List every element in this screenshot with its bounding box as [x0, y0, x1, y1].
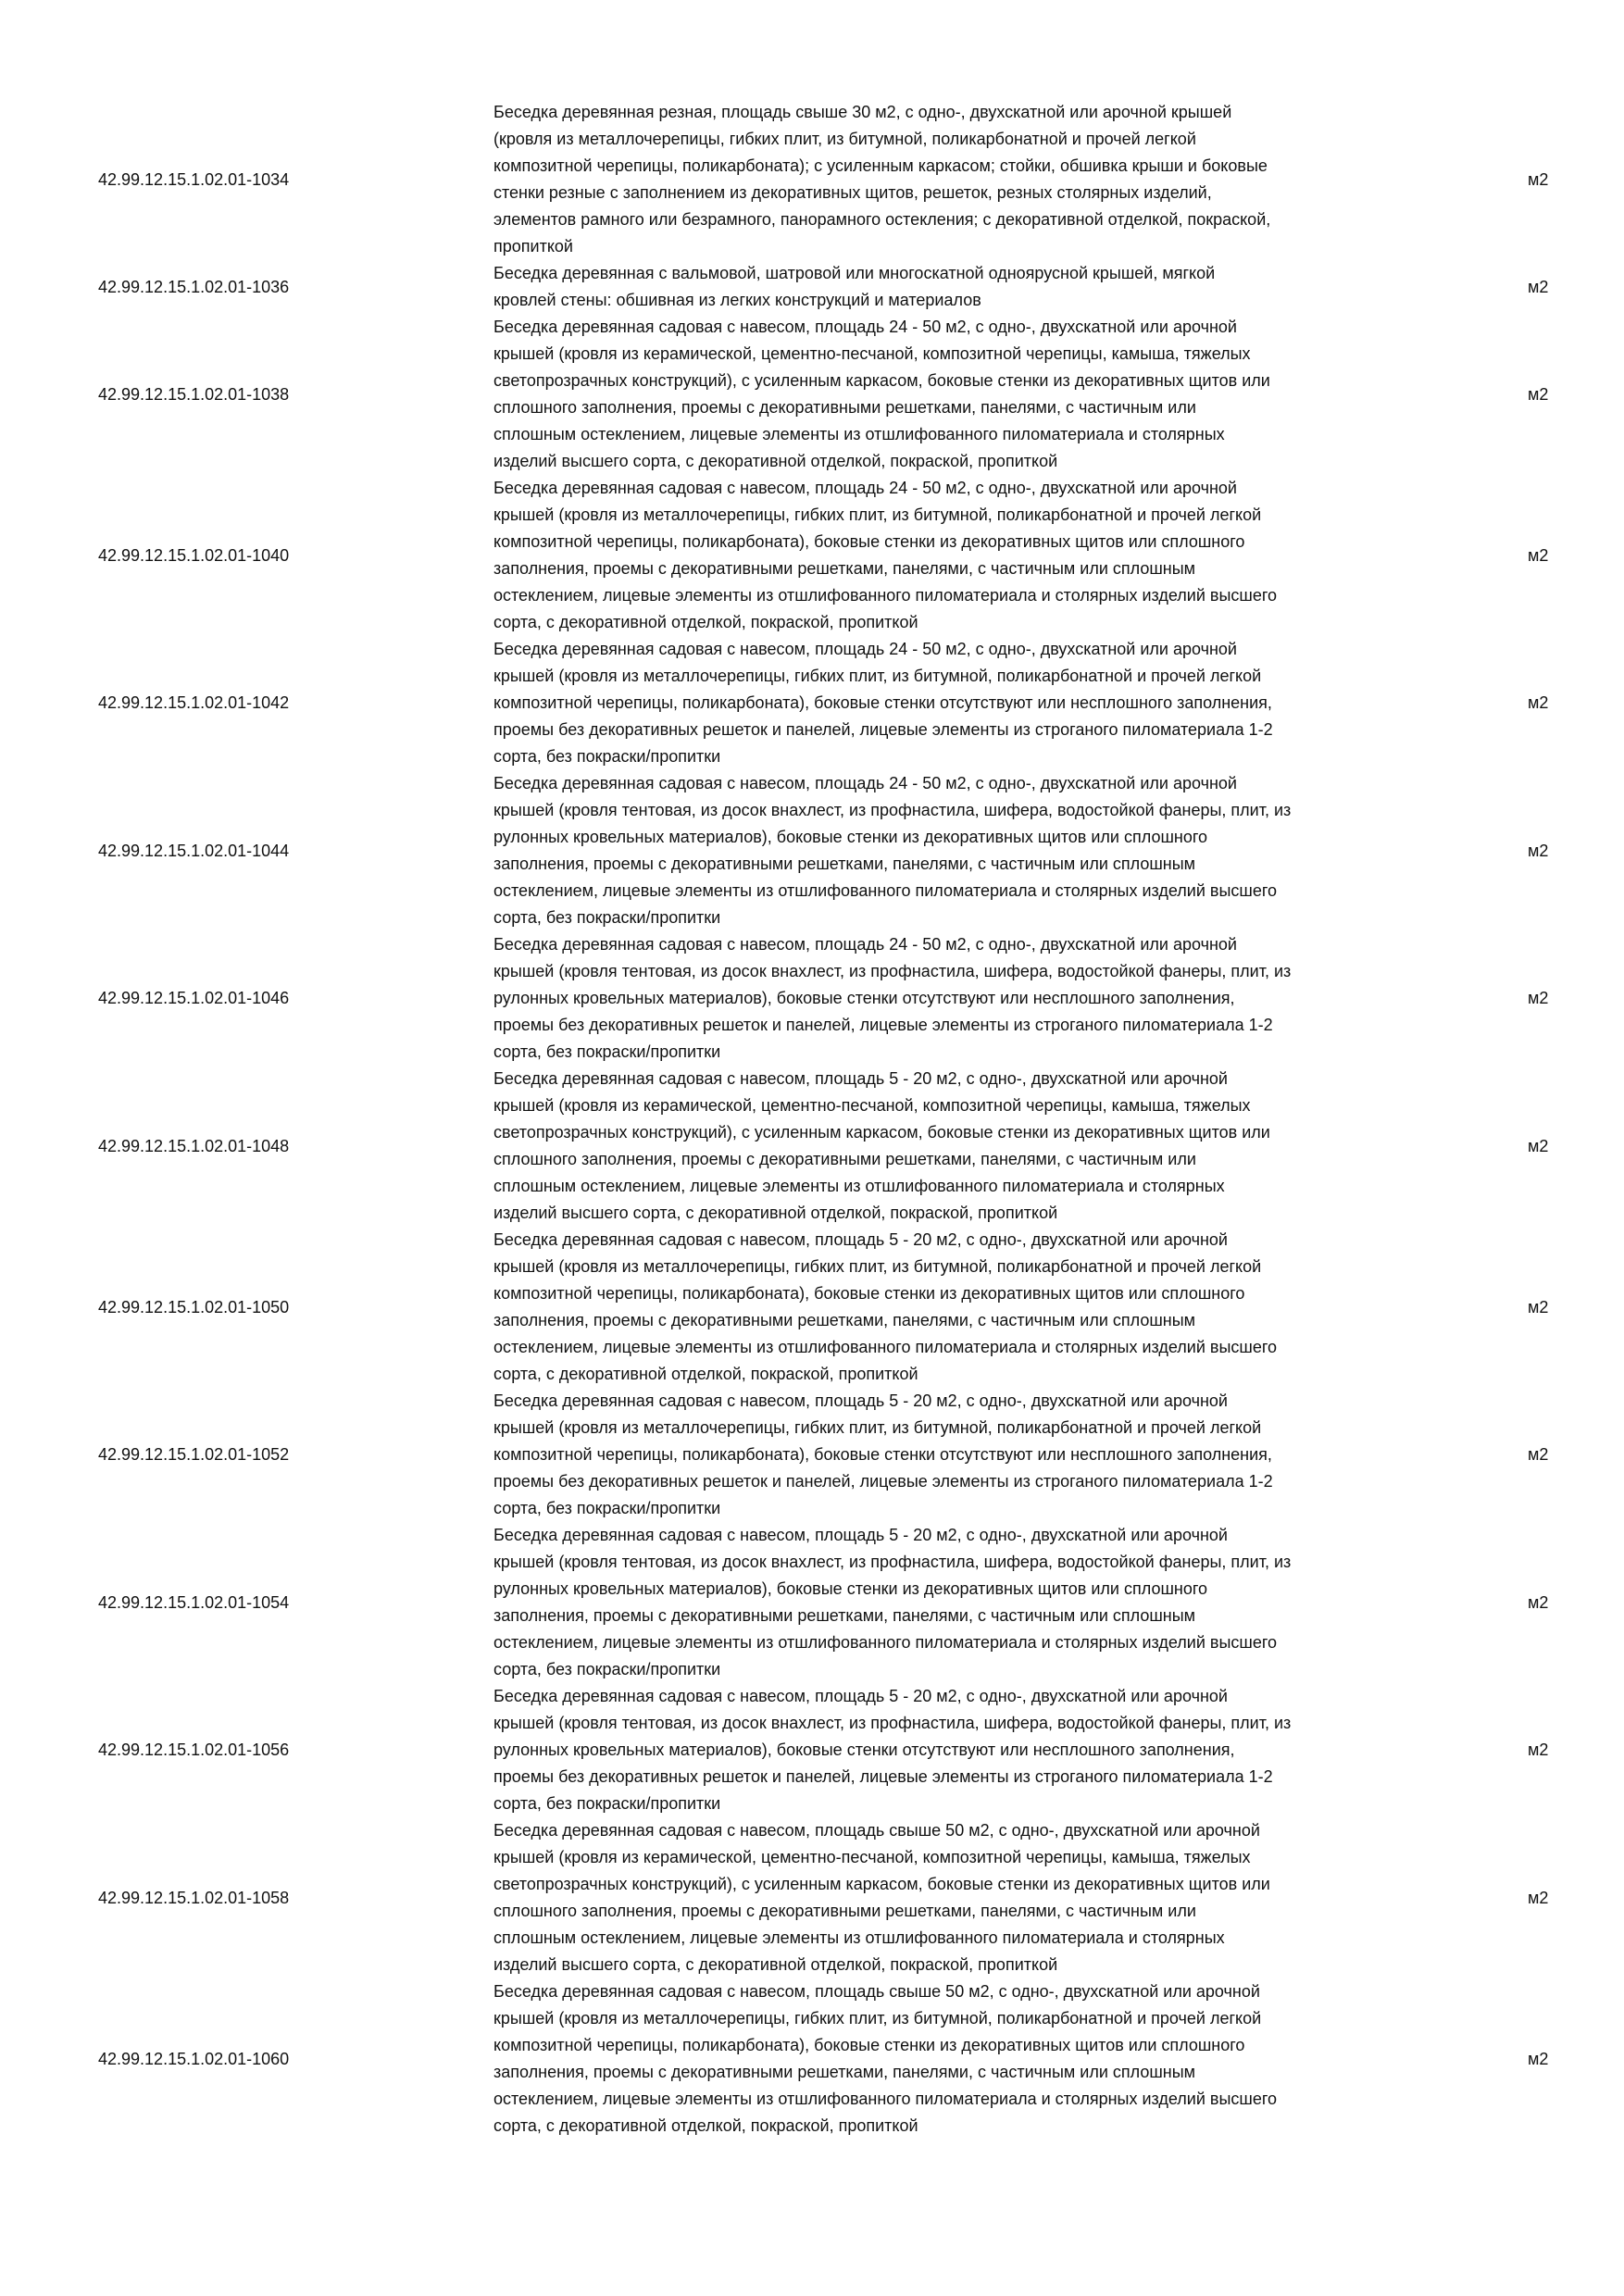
table-row [0, 475, 1624, 636]
row-unit: м2 [1528, 384, 1549, 404]
table-row [0, 1227, 1624, 1388]
table-row [0, 1522, 1624, 1683]
row-unit: м2 [1528, 169, 1549, 189]
row-description: Беседка деревянная садовая с навесом, площадь 5 - 20 м2, с одно-, двухскатной или арочной крышей (кровля тентовая, из досок внахлест, из профнастила, шифера, водостойкой фанеры, плит, из рулонных кровельных материалов), боковые стенки из декоративных щитов или сплошного заполнения, проемы с декоративными решетками, панелями, с частичным или сплошным остеклением, лицевые элементы из отшлифованного пиломатериала и столярных изделий высшего сорта, без покраски/пропитки [493, 1526, 1292, 1678]
table-row [0, 99, 1624, 260]
row-unit: м2 [1528, 1445, 1549, 1464]
row-description: Беседка деревянная садовая с навесом, площадь 24 - 50 м2, с одно-, двухскатной или арочной крышей (кровля тентовая, из досок внахлест, из профнастила, шифера, водостойкой фанеры, плит, из рулонных кровельных материалов), боковые стенки отсутствуют или несплошного заполнения, проемы без декоративных решеток и панелей, лицевые элементы из строганого пиломатериала 1-2 сорта, без покраски/пропитки [493, 935, 1292, 1061]
row-code: 42.99.12.15.1.02.01-1054 [98, 1592, 290, 1612]
row-unit: м2 [1528, 1741, 1549, 1759]
row-code: 42.99.12.15.1.02.01-1042 [98, 693, 290, 712]
row-code: 42.99.12.15.1.02.01-1038 [98, 384, 290, 404]
row-code: 42.99.12.15.1.02.01-1052 [98, 1445, 290, 1464]
row-unit: м2 [1528, 1888, 1549, 1907]
row-unit: м2 [1528, 693, 1549, 712]
row-unit: м2 [1528, 2049, 1549, 2068]
row-code: 42.99.12.15.1.02.01-1036 [98, 277, 290, 296]
row-code: 42.99.12.15.1.02.01-1046 [98, 989, 290, 1007]
row-description: Беседка деревянная садовая с навесом, площадь 24 - 50 м2, с одно-, двухскатной или арочной крышей (кровля из керамической, цементно-песчаной, композитной черепицы, камыша, тяжелых светопрозрачных конструкций), с усиленным каркасом, боковые стенки из декоративных щитов или сплошного заполнения, проемы с декоративными решетками, панелями, с частичным или сплошным остеклением, лицевые элементы из отшлифованного пиломатериала и столярных изделий высшего сорта, с декоративной отделкой, покраской, пропиткой [493, 318, 1270, 470]
table-row [0, 1066, 1624, 1227]
row-code: 42.99.12.15.1.02.01-1040 [98, 545, 290, 565]
row-description: Беседка деревянная садовая с навесом, площадь 5 - 20 м2, с одно-, двухскатной или арочной крышей (кровля тентовая, из досок внахлест, из профнастила, шифера, водостойкой фанеры, плит, из рулонных кровельных материалов), боковые стенки отсутствуют или несплошного заполнения, проемы без декоративных решеток и панелей, лицевые элементы из строганого пиломатериала 1-2 сорта, без покраски/пропитки [493, 1687, 1292, 1813]
row-description: Беседка деревянная садовая с навесом, площадь 24 - 50 м2, с одно-, двухскатной или арочной крышей (кровля тентовая, из досок внахлест, из профнастила, шифера, водостойкой фанеры, плит, из рулонных кровельных материалов), боковые стенки из декоративных щитов или сплошного заполнения, проемы с декоративными решетками, панелями, с частичным или сплошным остеклением, лицевые элементы из отшлифованного пиломатериала и столярных изделий высшего сорта, без покраски/пропитки [493, 774, 1292, 927]
row-description: Беседка деревянная садовая с навесом, площадь свыше 50 м2, с одно-, двухскатной или арочной крышей (кровля из керамической, цементно-песчаной, композитной черепицы, камыша, тяжелых светопрозрачных конструкций), с усиленным каркасом, боковые стенки из декоративных щитов или сплошного заполнения, проемы с декоративными решетками, панелями, с частичным или сплошным остеклением, лицевые элементы из отшлифованного пиломатериала и столярных изделий высшего сорта, с декоративной отделкой, покраской, пропиткой [493, 1821, 1270, 1974]
row-description: Беседка деревянная садовая с навесом, площадь свыше 50 м2, с одно-, двухскатной или арочной крышей (кровля из металлочерепицы, гибких плит, из битумной, поликарбонатной и прочей легкой композитной черепицы, поликарбоната), боковые стенки из декоративных щитов или сплошного заполнения, проемы с декоративными решетками, панелями, с частичным или сплошным остеклением, лицевые элементы из отшлифованного пиломатериала и столярных изделий высшего сорта, с декоративной отделкой, покраской, пропиткой [493, 1982, 1278, 2135]
table-row [0, 1978, 1624, 2140]
row-unit: м2 [1528, 989, 1549, 1007]
row-code: 42.99.12.15.1.02.01-1060 [98, 2049, 290, 2068]
table-row [0, 931, 1624, 1066]
row-code: 42.99.12.15.1.02.01-1034 [98, 169, 290, 189]
table-row [0, 314, 1624, 475]
row-unit: м2 [1528, 1136, 1549, 1155]
table-row [0, 770, 1624, 931]
row-description: Беседка деревянная садовая с навесом, площадь 5 - 20 м2, с одно-, двухскатной или арочной крышей (кровля из металлочерепицы, гибких плит, из битумной, поликарбонатной и прочей легкой композитной черепицы, поликарбоната), боковые стенки отсутствуют или несплошного заполнения, проемы без декоративных решеток и панелей, лицевые элементы из строганого пиломатериала 1-2 сорта, без покраски/пропитки [493, 1391, 1273, 1517]
row-code: 42.99.12.15.1.02.01-1058 [98, 1888, 290, 1907]
row-description: Беседка деревянная садовая с навесом, площадь 5 - 20 м2, с одно-, двухскатной или арочной крышей (кровля из керамической, цементно-песчаной, композитной черепицы, камыша, тяжелых светопрозрачных конструкций), с усиленным каркасом, боковые стенки из декоративных щитов или сплошного заполнения, проемы с декоративными решетками, панелями, с частичным или сплошным остеклением, лицевые элементы из отшлифованного пиломатериала и столярных изделий высшего сорта, с декоративной отделкой, покраской, пропиткой [493, 1069, 1270, 1222]
row-unit: м2 [1528, 545, 1549, 565]
row-unit: м2 [1528, 841, 1549, 860]
row-description: Беседка деревянная садовая с навесом, площадь 5 - 20 м2, с одно-, двухскатной или арочной крышей (кровля из металлочерепицы, гибких плит, из битумной, поликарбонатной и прочей легкой композитной черепицы, поликарбоната), боковые стенки из декоративных щитов или сплошного заполнения, проемы с декоративными решетками, панелями, с частичным или сплошным остеклением, лицевые элементы из отшлифованного пиломатериала и столярных изделий высшего сорта, с декоративной отделкой, покраской, пропиткой [493, 1230, 1278, 1383]
price-table [0, 99, 1624, 2140]
row-code: 42.99.12.15.1.02.01-1056 [98, 1741, 290, 1759]
row-code: 42.99.12.15.1.02.01-1048 [98, 1136, 290, 1155]
row-code: 42.99.12.15.1.02.01-1050 [98, 1297, 290, 1316]
table-row [0, 1683, 1624, 1817]
row-code: 42.99.12.15.1.02.01-1044 [98, 841, 290, 860]
row-description: Беседка деревянная резная, площадь свыше 30 м2, с одно-, двухскатной или арочной крышей (кровля из металлочерепицы, гибких плит, из битумной, поликарбонатной и прочей легкой композитной черепицы, поликарбоната); с усиленным каркасом; стойки, обшивка крыши и боковые стенки резные с заполнением из декоративных щитов, решеток, резных столярных изделий, элементов рамного или безрамного, панорамного остекления; с декоративной отделкой, покраской, пропиткой [493, 103, 1271, 256]
row-description: Беседка деревянная садовая с навесом, площадь 24 - 50 м2, с одно-, двухскатной или арочной крышей (кровля из металлочерепицы, гибких плит, из битумной, поликарбонатной и прочей легкой композитной черепицы, поликарбоната), боковые стенки из декоративных щитов или сплошного заполнения, проемы с декоративными решетками, панелями, с частичным или сплошным остеклением, лицевые элементы из отшлифованного пиломатериала и столярных изделий высшего сорта, с декоративной отделкой, покраской, пропиткой [493, 479, 1278, 631]
row-unit: м2 [1528, 277, 1549, 296]
table-row [0, 260, 1624, 314]
table-row [0, 1388, 1624, 1522]
row-unit: м2 [1528, 1297, 1549, 1316]
row-description: Беседка деревянная с вальмовой, шатровой или многоскатной одноярусной крышей, мягкой кровлей стены: обшивная из легких конструкций и материалов [493, 264, 1216, 309]
table-row [0, 1817, 1624, 1978]
table-row [0, 636, 1624, 770]
row-description: Беседка деревянная садовая с навесом, площадь 24 - 50 м2, с одно-, двухскатной или арочной крышей (кровля из металлочерепицы, гибких плит, из битумной, поликарбонатной и прочей легкой композитной черепицы, поликарбоната), боковые стенки отсутствуют или несплошного заполнения, проемы без декоративных решеток и панелей, лицевые элементы из строганого пиломатериала 1-2 сорта, без покраски/пропитки [493, 640, 1273, 766]
row-unit: м2 [1528, 1592, 1549, 1612]
